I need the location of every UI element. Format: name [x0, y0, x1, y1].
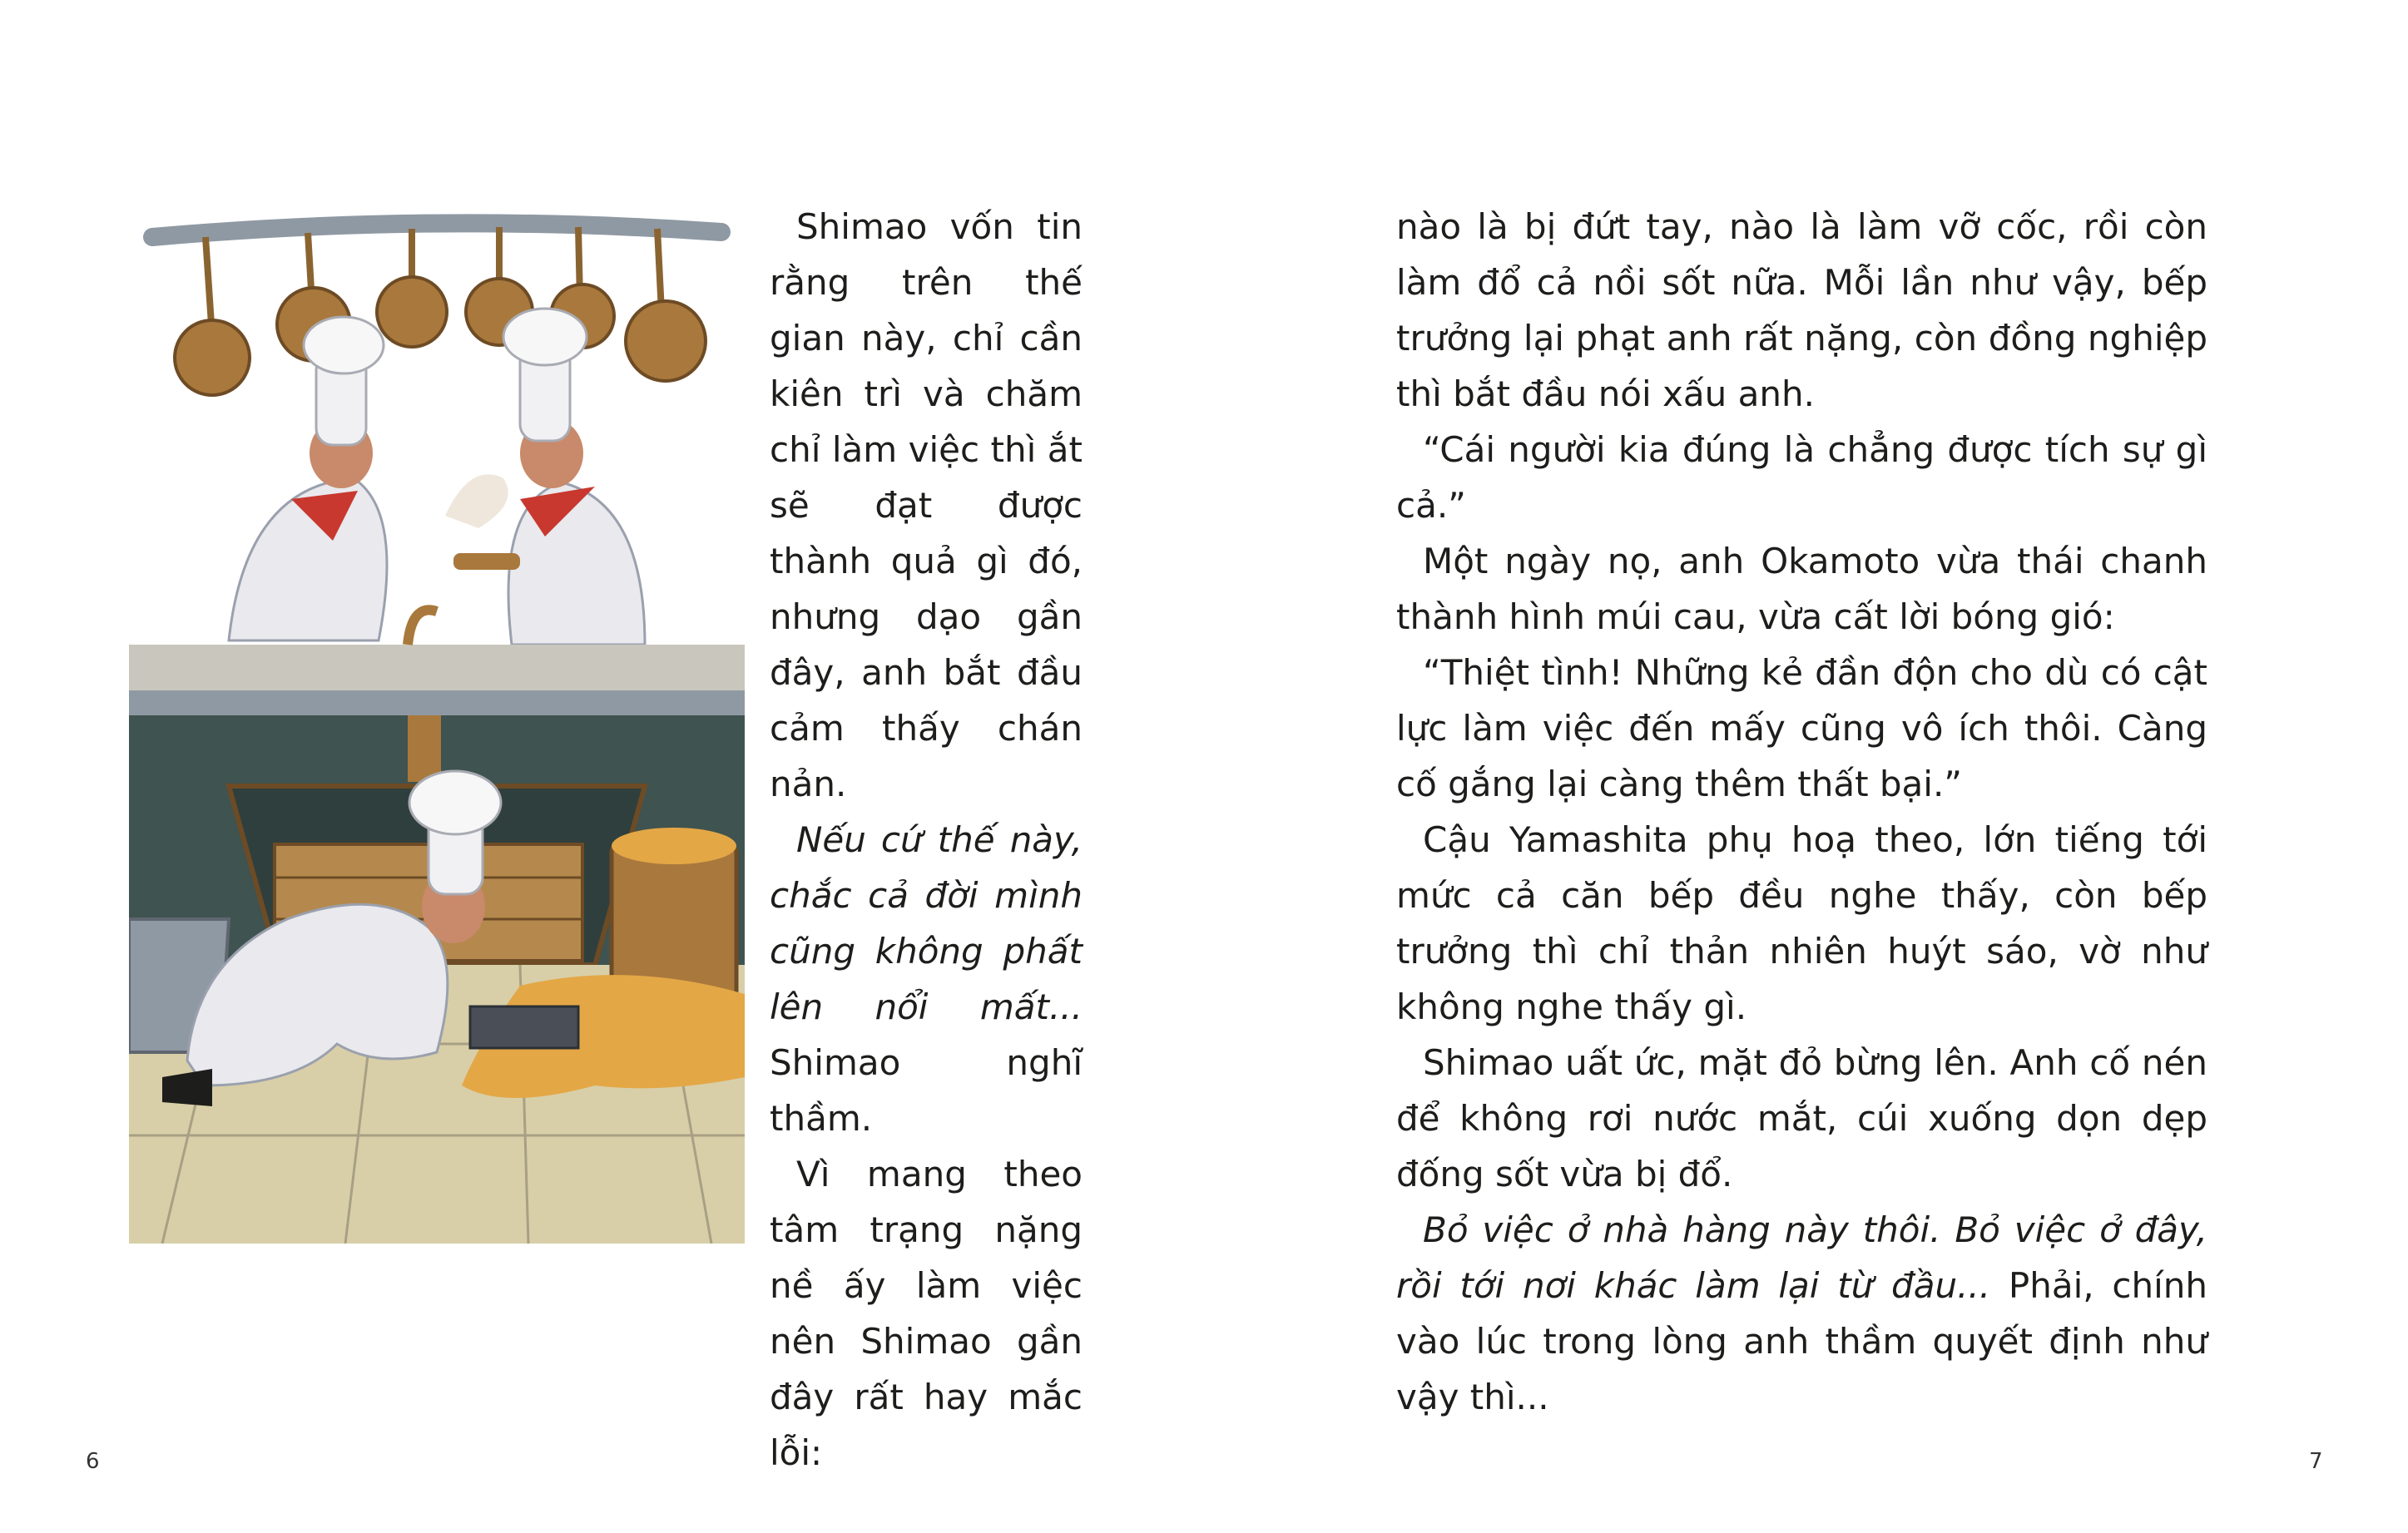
paragraph [770, 1146, 1083, 1481]
kitchen-illustration [129, 212, 745, 1244]
text-run: Vì mang theo tâm trạng nặng nề ấy làm việc nên Shimao gần đây rất hay mắc lỗi: [770, 1154, 1083, 1473]
paragraph [1396, 533, 2207, 645]
paragraph [1396, 1035, 2207, 1202]
text-run: Shimao nghĩ thầm. [770, 1042, 1083, 1139]
text-run: “Cái người kia đúng là chẳng được tích sự gì cả.” [1396, 429, 2207, 526]
paragraph [1396, 1202, 2207, 1425]
text-run: Phải, chính vào lúc trong lòng anh thầm quyết định như vậy thì... [1396, 1265, 2207, 1417]
text-run: “Thiệt tình! Những kẻ đần độn cho dù có cật lực làm việc đến mấy cũng vô ích thôi. Càng cố gắng lại càng thêm thất bại.” [1396, 652, 2207, 804]
paragraph [1396, 645, 2207, 812]
text-run: Shimao uất ức, mặt đỏ bừng lên. Anh cố nén để không rơi nước mắt, cúi xuống dọn dẹp đống sốt vừa bị đổ. [1396, 1042, 2207, 1194]
italic-text: Nếu cứ thế này, chắc cả đời mình cũng không phất lên nổi mất... [770, 819, 1083, 1027]
text-run: Một ngày nọ, anh Okamoto vừa thái chanh thành hình múi cau, vừa cất lời bóng gió: [1396, 541, 2207, 637]
paragraph [770, 199, 1083, 812]
paragraph [1396, 812, 2207, 1035]
right-page-text [1396, 199, 2207, 1425]
paragraph [1396, 199, 2207, 422]
text-run: Shimao vốn tin rằng trên thế gian này, chỉ cần kiên trì và chăm chỉ làm việc thì ắt sẽ đạt được thành quả gì đó, nhưng dạo gần đây, anh bắt đầu cảm thấy chán nản. [770, 206, 1083, 804]
paragraph [1396, 422, 2207, 533]
text-run: Cậu Yamashita phụ hoạ theo, lớn tiếng tới mức cả căn bếp đều nghe thấy, còn bếp trưởng thì chỉ thản nhiên huýt sáo, vờ như không nghe thấy gì. [1396, 819, 2207, 1027]
page-number-left: 6 [86, 1449, 100, 1474]
page-number-right: 7 [2309, 1449, 2323, 1474]
paragraph [770, 812, 1083, 1146]
italic-text: Bỏ việc ở nhà hàng này thôi. Bỏ việc ở đây, rồi tới nơi khác làm lại từ đầu... [1396, 1209, 2207, 1306]
left-page-text [770, 199, 1083, 1481]
text-run: nào là bị đứt tay, nào là làm vỡ cốc, rồi còn làm đổ cả nồi sốt nữa. Mỗi lần như vậy, bếp trưởng lại phạt anh rất nặng, còn đồng nghiệp thì bắt đầu nói xấu anh. [1396, 206, 2207, 414]
